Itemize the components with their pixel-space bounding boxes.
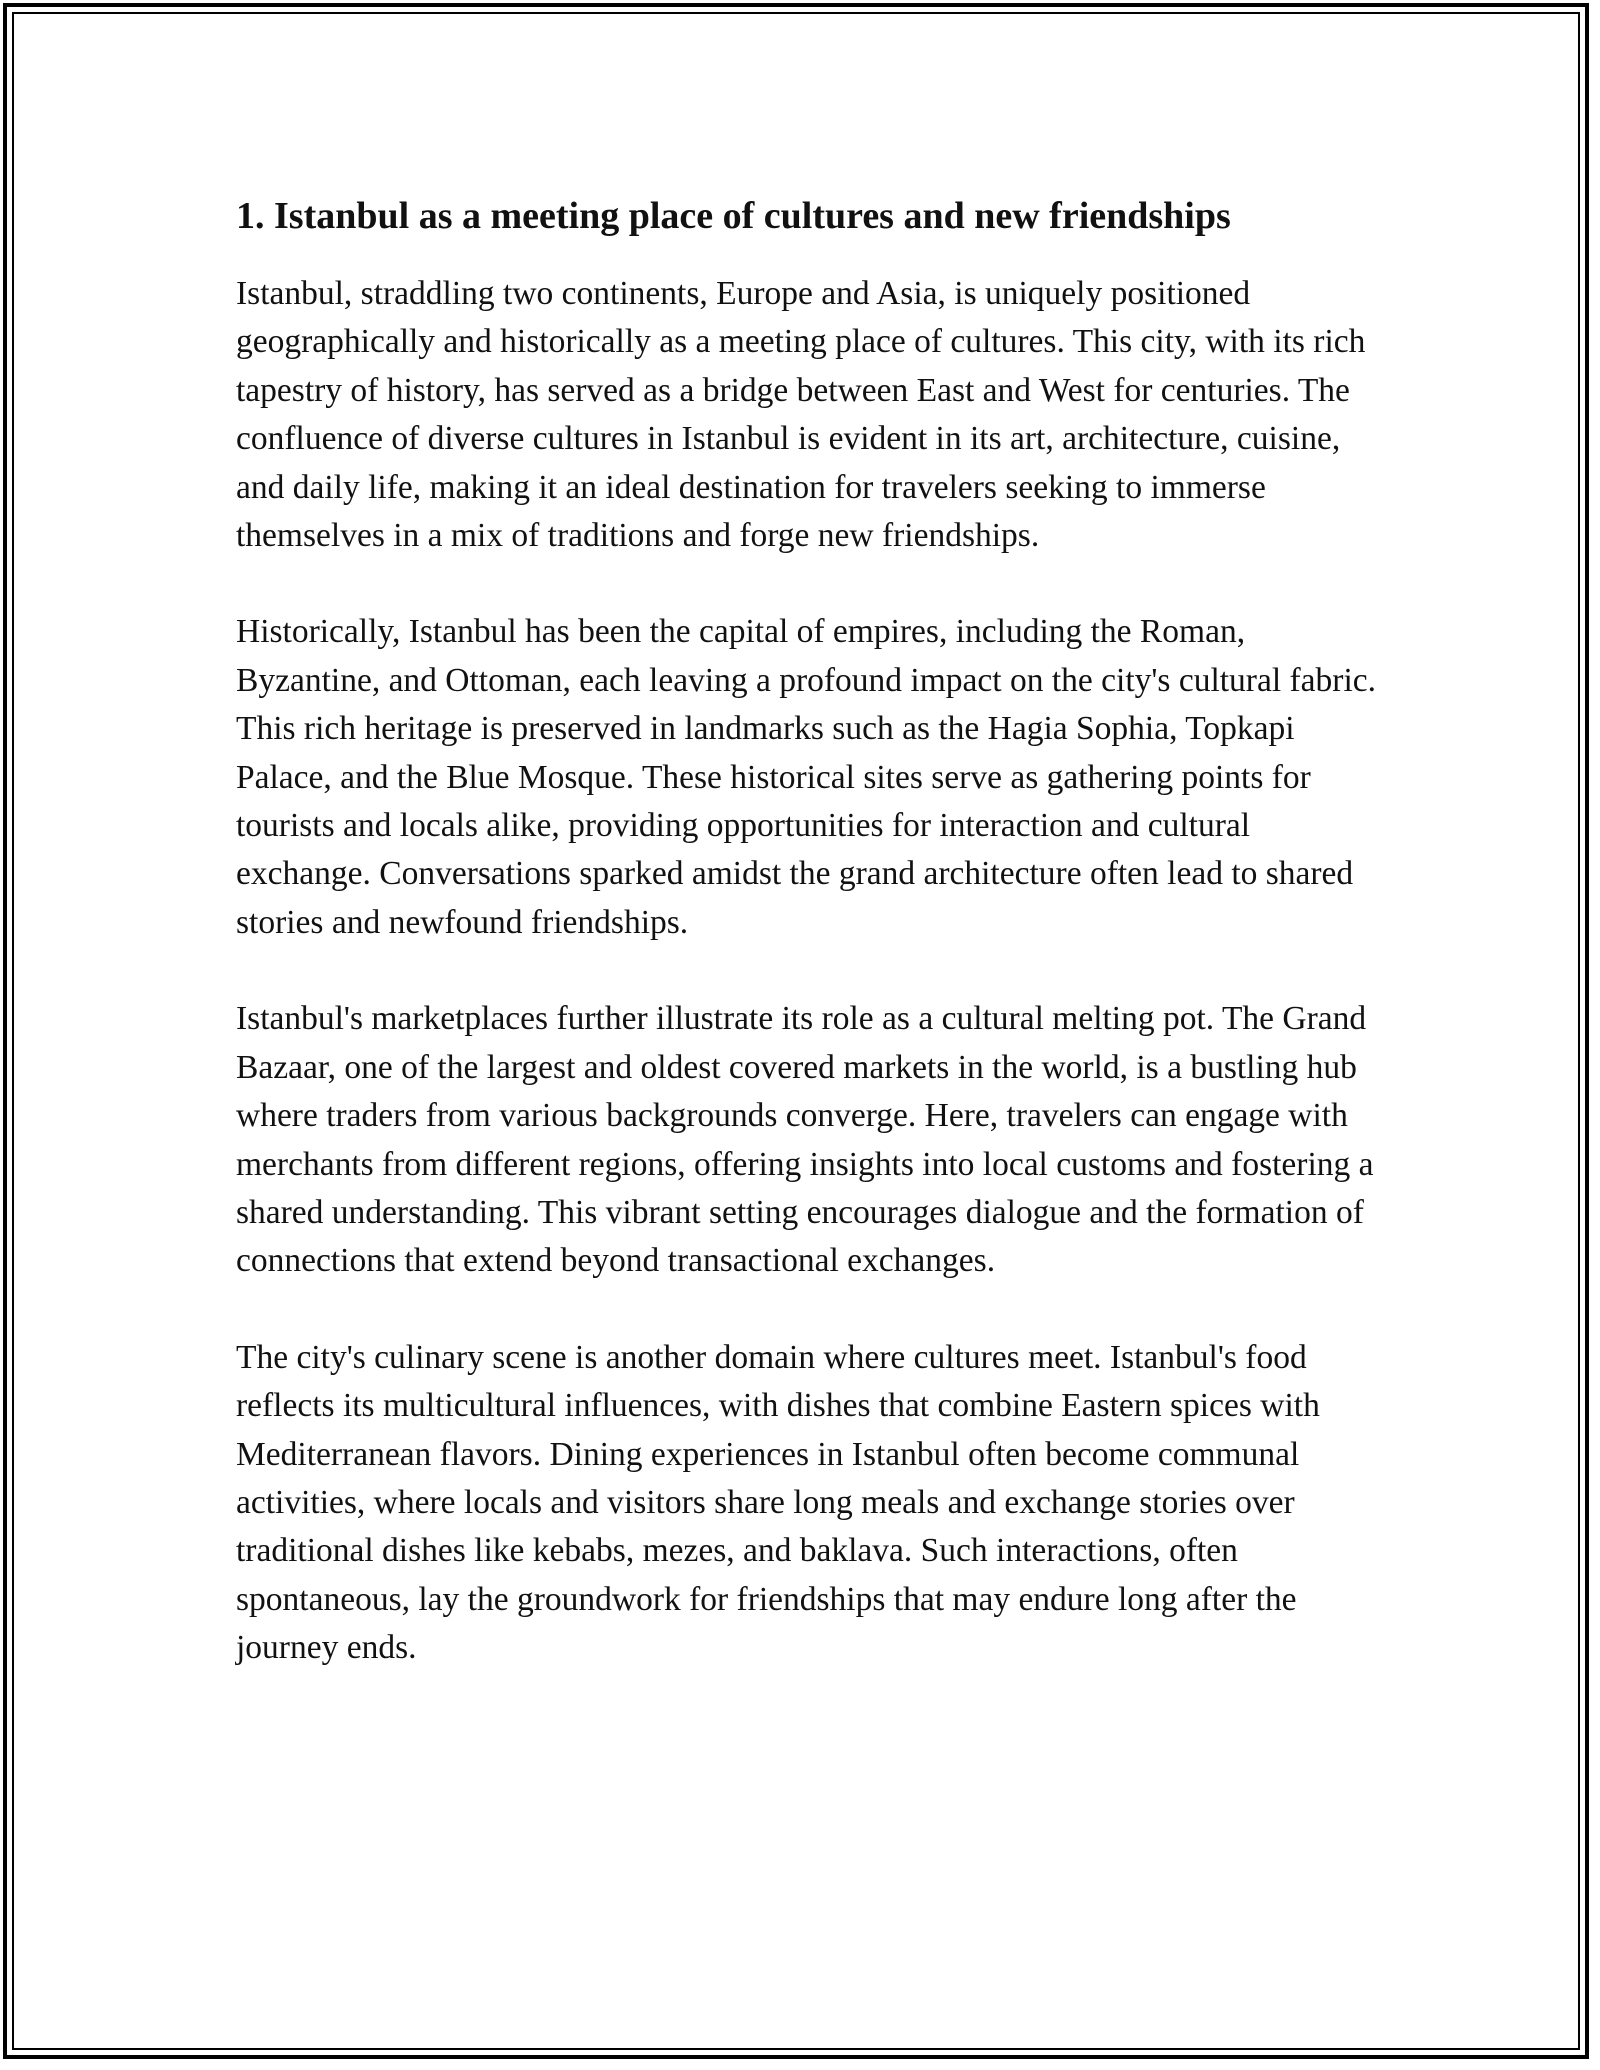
paragraph-3: Istanbul's marketplaces further illustrate its role as a cultural melting pot. The Grand Bazaar, one of the largest and oldest covered markets in the world, is a bustling hub where traders from various backgrounds converge. Here, travelers can engage with merchants from different regions, offering insights into local customs and fostering a shared understanding. This vibrant setting encourages dialogue and the formation of connections that extend beyond transactional exchanges. <box>236 1000 1374 1280</box>
section-title: 1. Istanbul as a meeting place of cultures and new friendships <box>236 195 1231 237</box>
paragraph-2: Historically, Istanbul has been the capital of empires, including the Roman, Byzantine, and Ottoman, each leaving a profound impact on the city's cultural fabric. This rich heritage is preserved in landmarks such as the Hagia Sophia, Topkapi Palace, and the Blue Mosque. These historical sites serve as gathering points for tourists and locals alike, providing opportunities for interaction and cultural exchange. Conversations sparked amidst the grand architecture often lead to shared stories and newfound friendships. <box>236 613 1376 941</box>
paragraph-1: Istanbul, straddling two continents, Europe and Asia, is uniquely positioned geographically and historically as a meeting place of cultures. This city, with its rich tapestry of history, has served as a bridge between East and West for centuries. The confluence of diverse cultures in Istanbul is evident in its art, architecture, cuisine, and daily life, making it an ideal destination for travelers seeking to immerse themselves in a mix of traditions and forge new friendships. <box>236 275 1366 555</box>
document-content <box>236 188 1376 1721</box>
paragraph-4: The city's culinary scene is another domain where cultures meet. Istanbul's food reflects its multicultural influences, with dishes that combine Eastern spices with Mediterranean flavors. Dining experiences in Istanbul often become communal activities, where locals and visitors share long meals and exchange stories over traditional dishes like kebabs, mezes, and baklava. Such interactions, often spontaneous, lay the groundwork for friendships that may endure long after the journey ends. <box>236 1338 1320 1667</box>
